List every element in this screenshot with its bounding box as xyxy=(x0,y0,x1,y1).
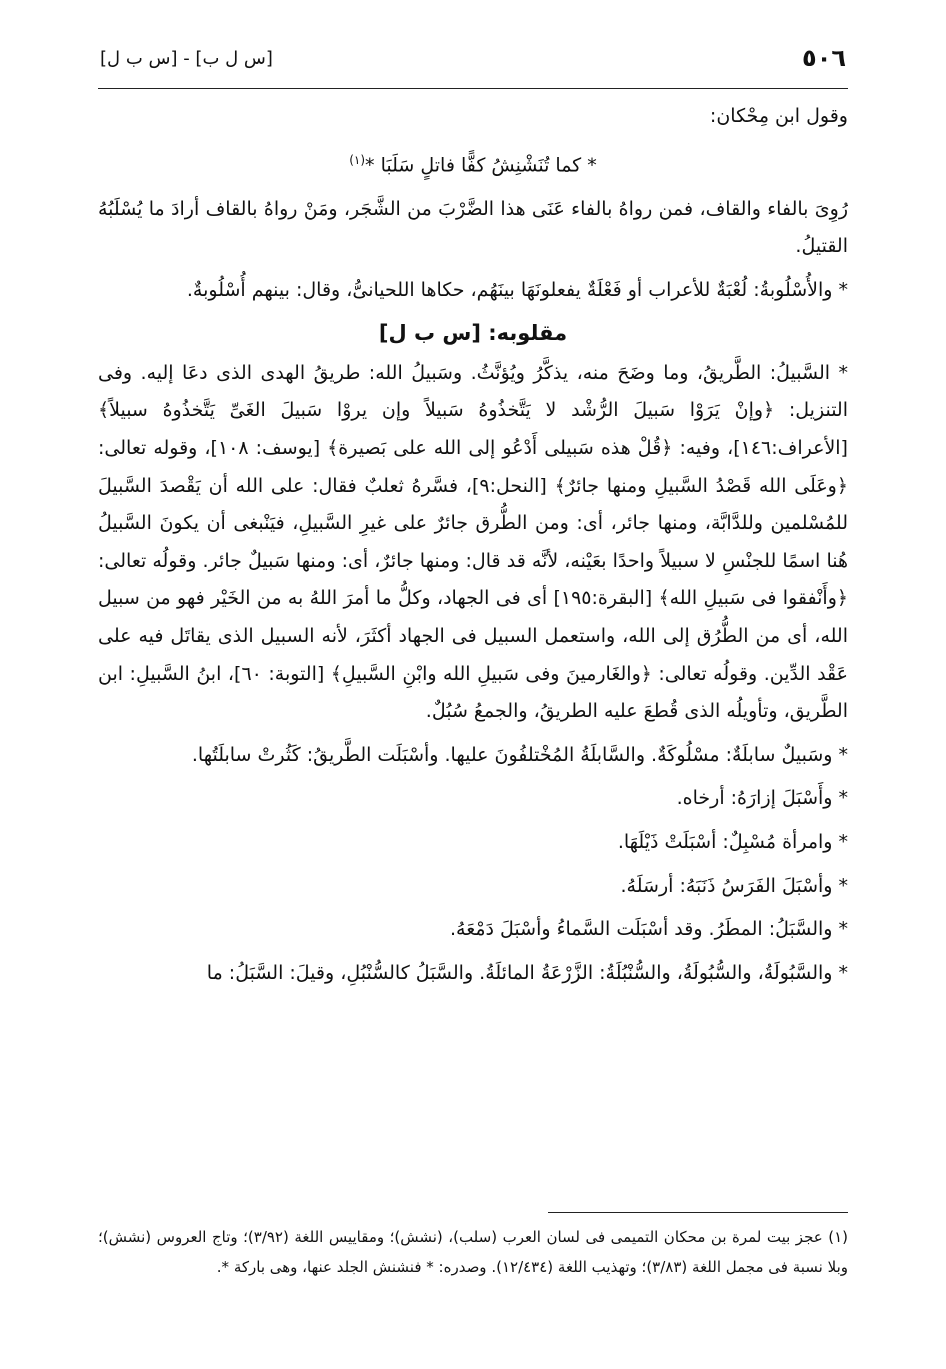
paragraph: * وأَسْبَلَ إزارَهُ: أرخاه. xyxy=(676,787,848,810)
running-head: [س ل ب] - [س ب ل] xyxy=(100,47,273,69)
verse-line xyxy=(98,142,848,185)
paragraph: * وامرأة مُسْبِلٌ: أسْبَلَتْ ذَيْلَهَا. xyxy=(617,831,848,854)
verse-text: * كما تُنَشْنِشُ كفًّا فاتلٍ سَلَبَا * xyxy=(365,153,597,176)
footnote: (١) عجز بيت لمرة بن محكان التميمى فى لسان العرب (سلب)، (نشش)؛ ومقاييس اللغة (٣/٩٢)؛ وتاج العروس (نشش)؛ وبلا نسبة فى مجمل اللغة (٣/٨٣)؛ وتهذيب اللغة (١٢/٤٣٤). وصدره: * فنشنش الجلد عنها، وهى باركة *. xyxy=(98,1228,848,1276)
paragraph: * وسَبيلٌ سابلَةٌ: مسْلُوكَةٌ. والسَّابلَةُ المُخْتلفُونَ عليها. وأسْبَلَت الطَّريقُ: كَثُرتْ سابلَتُها. xyxy=(191,743,848,766)
paragraph: وقول ابن مِحْكان: xyxy=(709,105,848,127)
page-header xyxy=(100,38,846,78)
page-number: ٥٠٦ xyxy=(802,44,846,72)
section-heading: مقلوبه: [س ب ل] xyxy=(378,321,568,346)
paragraph: * والسَّبُولَةُ، والسُّبُولَةُ، والسُّنْبُلَةُ: الزَّرْعَةُ المائلَةُ. والسَّبَلُ كالسُّنْبُلِ، وقيلَ: السَّبَلُ: ما xyxy=(206,961,848,984)
header-divider xyxy=(98,88,848,89)
paragraph: * والسَّبَلُ: المطَرُ. وقد أسْبَلَت السَّماءُ وأسْبَلَ دَمْعَهُ. xyxy=(449,918,848,941)
paragraph: رُوِىَ بالفاء والقاف، فمن رواهُ بالفاء عَنَى هذا الضَّرْبَ من الشَّجَر، ومَنْ رواهُ بالقاف أرادَ ما يُسْلَبُهُ القتيلُ. xyxy=(98,197,848,258)
paragraph: * السَّبيلُ: الطَّريقُ، وما وضَحَ منه، يذكَّرُ ويُؤنَّثُ. وسَبيلُ الله: طريقُ الهدى الذى دعَا إليه. وفى التنزيل: ﴿وإنْ يَرَوْا سَبيلَ الرُّشْد لا يَتَّخذُوهُ سَبيلاً وإن يروْا سَبيلَ الغَىِّ يَتَّخذُوهُ سبيلاً﴾ [الأعراف:١٤٦]، وفيه: ﴿قُلْ هذه سَبيلى أَدْعُو إلى الله على بَصيرة﴾ [يوسف: ١٠٨]، وقوله تعالى: ﴿وعَلَى الله قَصْدُ السَّبيلِ ومنها جائرٌ﴾ [النحل:٩]، فسَّرهُ ثعلبٌ فقال: على الله أن يَقْصدَ السَّبيلَ للمُسْلمين وللدَّابَّة، ومنها جائر، أى: ومن الطُّرق جائرٌ على غيرِ السَّبيلِ، فيَنْبغى أن يكونَ السَّبيلُ هُنا اسمًا للجنْسِ لا سبيلاً واحدًا بعَيْنه، لأنَّه قد قال: ومنها جائرٌ، أى: ومنها سَبيلٌ جائر. وقولُه تعالى: ﴿وأَنْفقوا فى سَبيلِ الله﴾ [البقرة:١٩٥] أى فى الجهاد، وكلُّ ما أمرَ اللهُ به من الخَيْر فهو من سبيل الله، أى من الطُّرُق إلى الله، واستعمل السبيل فى الجهاد أكثَرَ، لأنه السبيل الذى يقاتَل فيه على عَقْد الدِّين. وقولُه تعالى: ﴿والغَارمينَ وفى سَبيلِ الله وابْنِ السَّبيلِ﴾ [التوبة: ٦٠]، ابنُ السَّبيلِ: ابن الطَّريق، وتأويلُه الذى قُطعَ عليه الطريقُ، والجمعُ سُبُلٌ. xyxy=(98,361,849,723)
paragraph: * وأسْبَلَ الفَرَسُ ذَنَبَهُ: أرسَلَهُ. xyxy=(620,874,848,897)
paragraph: * والأُسْلُوبةُ: لُعْبَةٌ للأعراب أو فَعْلَةٌ يفعلونَهَا بينَهُم، حكاها اللحيانىُّ، وقال: بينهم أُسْلُوبةٌ. xyxy=(186,278,848,301)
footnote-divider xyxy=(548,1212,848,1213)
main-text xyxy=(98,98,848,998)
footnote-marker: (١) xyxy=(349,152,366,167)
